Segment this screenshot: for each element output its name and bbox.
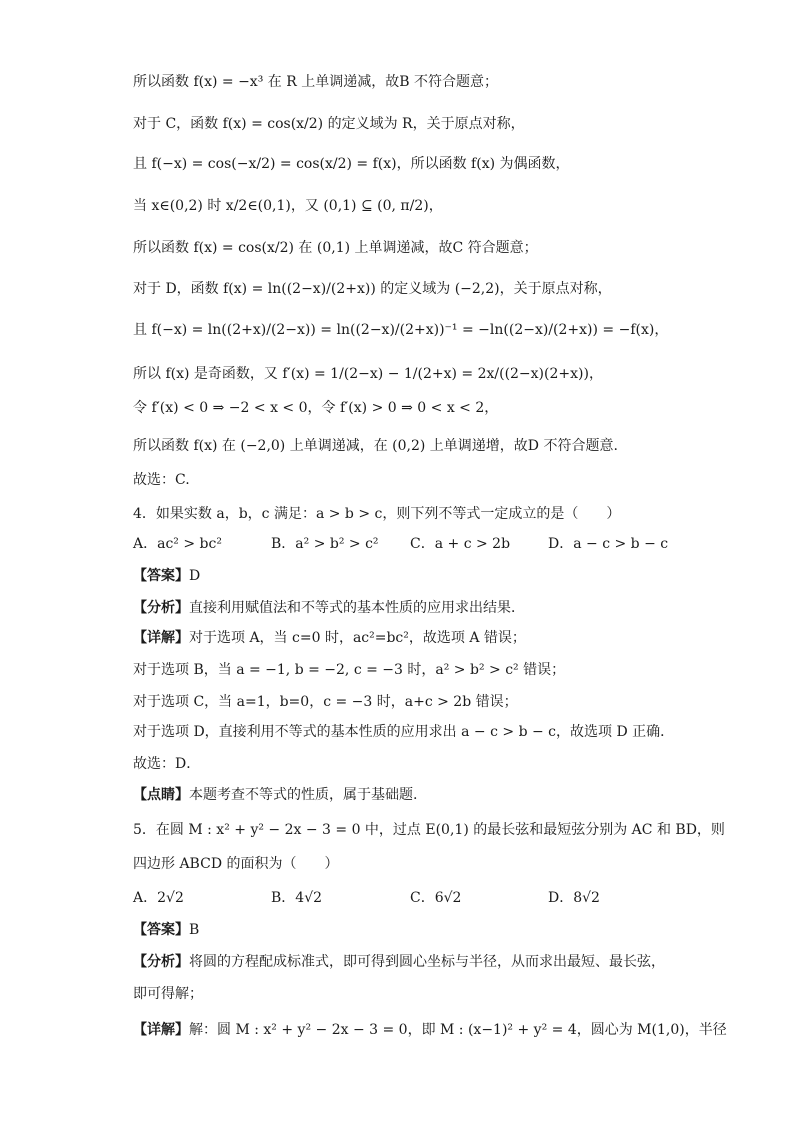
comment-tag: 【点睛】	[133, 787, 189, 803]
q5-choices	[133, 888, 693, 908]
q5-detail	[133, 1020, 727, 1040]
q4-detail-1	[133, 628, 526, 648]
analysis-text: 直接利用赋值法和不等式的基本性质的应用求出结果．	[189, 600, 525, 616]
answer-tag: 【答案】	[133, 922, 189, 938]
q4-detail-4: 对于选项 D，直接利用不等式的基本性质的应用求出 a − c > b − c，故选项 D 正确．	[133, 724, 675, 740]
q5-choice-c: C．6√2	[410, 890, 462, 906]
line-1: 所以函数 f(x) = −x³ 在 R 上单调递减，故B 不符合题意；	[133, 74, 498, 90]
analysis-text: 将圆的方程配成标准式，即可得到圆心坐标与半径，从而求出最短、最长弦，	[189, 954, 665, 970]
q5-answer	[133, 920, 199, 940]
detail-text: 解：圆 M : x² + y² − 2x − 3 = 0，即 M : (x−1)² + y² = 4，圆心为 M(1,0)，半径	[189, 1022, 727, 1038]
line-5: 所以函数 f(x) = cos(x/2) 在 (0,1) 上单调递减，故C 符合题意；	[133, 240, 538, 256]
detail-text: 对于选项 A，当 c=0 时，ac²=bc²，故选项 A 错误；	[189, 630, 526, 646]
q4-choices	[133, 534, 693, 554]
answer-value: B	[189, 922, 200, 938]
answer-value: D	[189, 568, 201, 584]
detail-tag: 【详解】	[133, 630, 189, 646]
q4-answer	[133, 566, 200, 586]
q4-choice-d: D．a − c > b − c	[548, 536, 669, 552]
line-7: 且 f(−x) = ln((2+x)/(2−x)) = ln((2−x)/(2+x))⁻¹ = −ln((2−x)/(2+x)) = −f(x)，	[133, 322, 669, 338]
q5-analysis-1	[133, 952, 665, 972]
q5-stem-1: 5．在圆 M : x² + y² − 2x − 3 = 0 中，过点 E(0,1) 的最长弦和最短弦分别为 AC 和 BD，则	[133, 822, 725, 838]
line-6: 对于 D，函数 f(x) = ln((2−x)/(2+x)) 的定义域为 (−2,2)，关于原点对称，	[133, 281, 612, 297]
q5-choice-a: A．2√2	[133, 890, 184, 906]
line-2: 对于 C，函数 f(x) = cos(x/2) 的定义域为 R，关于原点对称，	[133, 116, 525, 132]
q5-analysis-2: 即可得解；	[133, 986, 203, 1002]
line-11: 故选：C.	[133, 472, 190, 488]
line-3: 且 f(−x) = cos(−x/2) = cos(x/2) = f(x)，所以函数 f(x) 为偶函数，	[133, 156, 570, 172]
q5-stem-2: 四边形 ABCD 的面积为（ ）	[133, 856, 339, 872]
q4-comment	[133, 785, 417, 805]
line-4: 当 x∈(0,2) 时 x/2∈(0,1)，又 (0,1) ⊆ (0, π/2)，	[133, 198, 443, 214]
q4-choice-c: C．a + c > 2b	[410, 536, 511, 552]
line-10: 所以函数 f(x) 在 (−2,0) 上单调递减，在 (0,2) 上单调递增，故D 不符合题意.	[133, 438, 618, 454]
answer-tag: 【答案】	[133, 568, 189, 584]
line-8: 所以 f(x) 是奇函数，又 f′(x) = 1/(2−x) − 1/(2+x) = 2x/((2−x)(2+x))，	[133, 366, 603, 382]
q5-choice-b: B．4√2	[271, 890, 323, 906]
q5-choice-d: D．8√2	[548, 890, 600, 906]
q4-detail-3: 对于选项 C，当 a=1，b=0，c = −3 时，a+c > 2b 错误；	[133, 694, 518, 710]
comment-text: 本题考查不等式的性质，属于基础题.	[189, 787, 418, 803]
q4-detail-2: 对于选项 B，当 a = −1, b = −2, c = −3 时，a² > b² > c² 错误；	[133, 662, 566, 678]
q4-choice-a: A．ac² > bc²	[133, 536, 222, 552]
line-9: 令 f′(x) < 0 ⇒ −2 < x < 0，令 f′(x) > 0 ⇒ 0 < x < 2，	[133, 400, 499, 416]
analysis-tag: 【分析】	[133, 600, 189, 616]
q4-stem: 4．如果实数 a，b，c 满足：a > b > c，则下列不等式一定成立的是（ ）	[133, 506, 621, 522]
q4-analysis	[133, 598, 525, 618]
detail-tag: 【详解】	[133, 1022, 189, 1038]
analysis-tag: 【分析】	[133, 954, 189, 970]
q4-detail-5: 故选：D．	[133, 756, 201, 772]
q4-choice-b: B．a² > b² > c²	[271, 536, 379, 552]
